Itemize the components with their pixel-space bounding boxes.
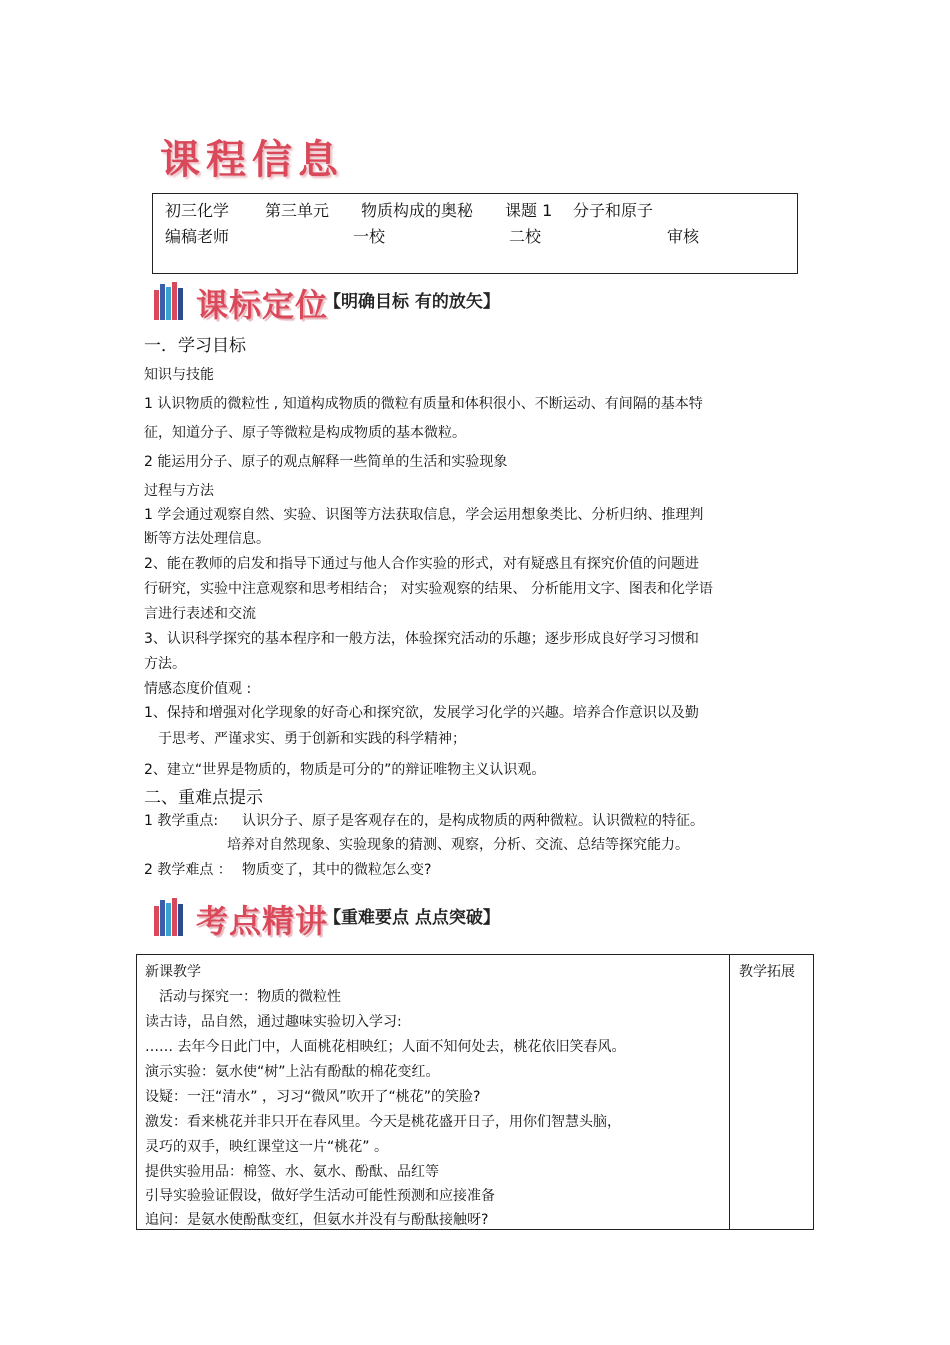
table-row: 引导实验验证假设，做好学生活动可能性预测和应接准备 (145, 1188, 495, 1204)
table-divider (729, 955, 730, 1229)
school-1-label: 一校 (353, 227, 386, 246)
banner-title: 课标定位 (196, 286, 329, 324)
table-row: 提供实验用品：棉签、水、氨水、酚酞、品红等 (145, 1164, 439, 1180)
attitude-1a: 1、保持和增强对化学现象的好奇心和探究欲，发展学习化学的兴趣。培养合作意识以及勤 (144, 705, 699, 721)
table-row: 激发：看来桃花并非只开在春风里。今天是桃花盛开日子，用你们智慧头脑， (145, 1114, 621, 1130)
knowledge-1a: 1 认识物质的微粒性 , 知道构成物质的微粒有质量和体积很小、不断运动、有间隔的基本特 (144, 396, 703, 412)
focus-text-b: 培养对自然现象、实验现象的猜测、观察，分析、交流、总结等探究能力。 (227, 837, 689, 853)
process-2c: 言进行表述和交流 (144, 606, 256, 622)
focus-text-a: 认识分子、原子是客观存在的，是构成物质的两种微粒。认识微粒的特征。 (242, 813, 704, 829)
table-row: 灵巧的双手，映红课堂这一片“桃花” 。 (145, 1139, 388, 1155)
process-2b: 行研究，实验中注意观察和思考相结合； 对实验观察的结果、 分析能用文字、图表和化学语 (144, 581, 713, 597)
books-icon (154, 282, 188, 320)
banner-key-points (154, 896, 514, 940)
knowledge-heading: 知识与技能 (144, 367, 214, 383)
difficulty-label: 2 教学难点 ： (144, 862, 232, 878)
table-row: …… 去年今日此门中，人面桃花相映红；人面不知何处去，桃花依旧笑春风。 (145, 1039, 626, 1055)
section-heading-focus: 二、重难点提示 (144, 788, 263, 808)
editor-label: 编稿老师 (165, 227, 230, 246)
knowledge-2: 2 能运用分子、原子的观点解释一些简单的生活和实验现象 (144, 454, 508, 470)
banner-subtitle: 【明确目标 有的放矢】 (324, 292, 500, 312)
lesson-table (136, 954, 814, 1230)
table-header-side: 教学拓展 (739, 964, 795, 980)
process-heading: 过程与方法 (144, 483, 214, 499)
school-2-label: 二校 (509, 227, 542, 246)
books-icon (154, 898, 188, 936)
section-heading-goals: 一．学习目标 (144, 336, 246, 356)
banner-subtitle: 【重难要点 点点突破】 (324, 908, 500, 928)
banner-curriculum (154, 280, 514, 324)
course-info-box (152, 193, 798, 274)
attitude-1b: 于思考、严谨求实、勇于创新和实践的科学精神； (158, 731, 466, 747)
banner-title: 考点精讲 (196, 902, 329, 940)
page-title: 课程信息 (160, 136, 344, 183)
knowledge-1b: 征，知道分子、原子等微粒是构成物质的基本微粒。 (144, 425, 466, 441)
focus-label: 1 教学重点: (144, 813, 219, 829)
table-row: 读古诗，品自然，通过趣味实验切入学习: (145, 1014, 402, 1030)
process-2a: 2、能在教师的启发和指导下通过与他人合作实验的形式，对有疑惑且有探究价值的问题进 (144, 556, 699, 572)
unit-topic: 物质构成的奥秘 (361, 201, 474, 220)
table-header-main: 新课教学 (145, 964, 201, 980)
lesson-title: 分子和原子 (573, 201, 654, 220)
table-row: 活动与探究一：物质的微粒性 (159, 989, 341, 1005)
table-row: 设疑：一汪“清水” ，习习“微风”吹开了“桃花”的笑脸? (145, 1089, 481, 1105)
lesson-number: 课题 1 (505, 201, 553, 220)
table-row: 追问：是氨水使酚酞变红，但氨水并没有与酚酞接触呀? (145, 1212, 489, 1228)
subject: 初三化学 (165, 201, 230, 220)
difficulty-text: 物质变了，其中的微粒怎么变? (242, 862, 432, 878)
process-1b: 断等方法处理信息。 (144, 531, 270, 547)
unit: 第三单元 (265, 201, 330, 220)
table-row: 演示实验：氨水使“树”上沾有酚酞的棉花变红。 (145, 1064, 440, 1080)
process-3b: 方法。 (144, 656, 186, 672)
process-1a: 1 学会通过观察自然、实验、识图等方法获取信息，学会运用想象类比、分析归纳、推理判 (144, 507, 704, 523)
attitude-2: 2、建立“世界是物质的，物质是可分的”的辩证唯物主义认识观。 (144, 762, 546, 778)
process-3a: 3、认识科学探究的基本程序和一般方法，体验探究活动的乐趣；逐步形成良好学习习惯和 (144, 631, 699, 647)
attitude-heading: 情感态度价值观 : (144, 681, 252, 697)
review-label: 审核 (667, 227, 700, 246)
